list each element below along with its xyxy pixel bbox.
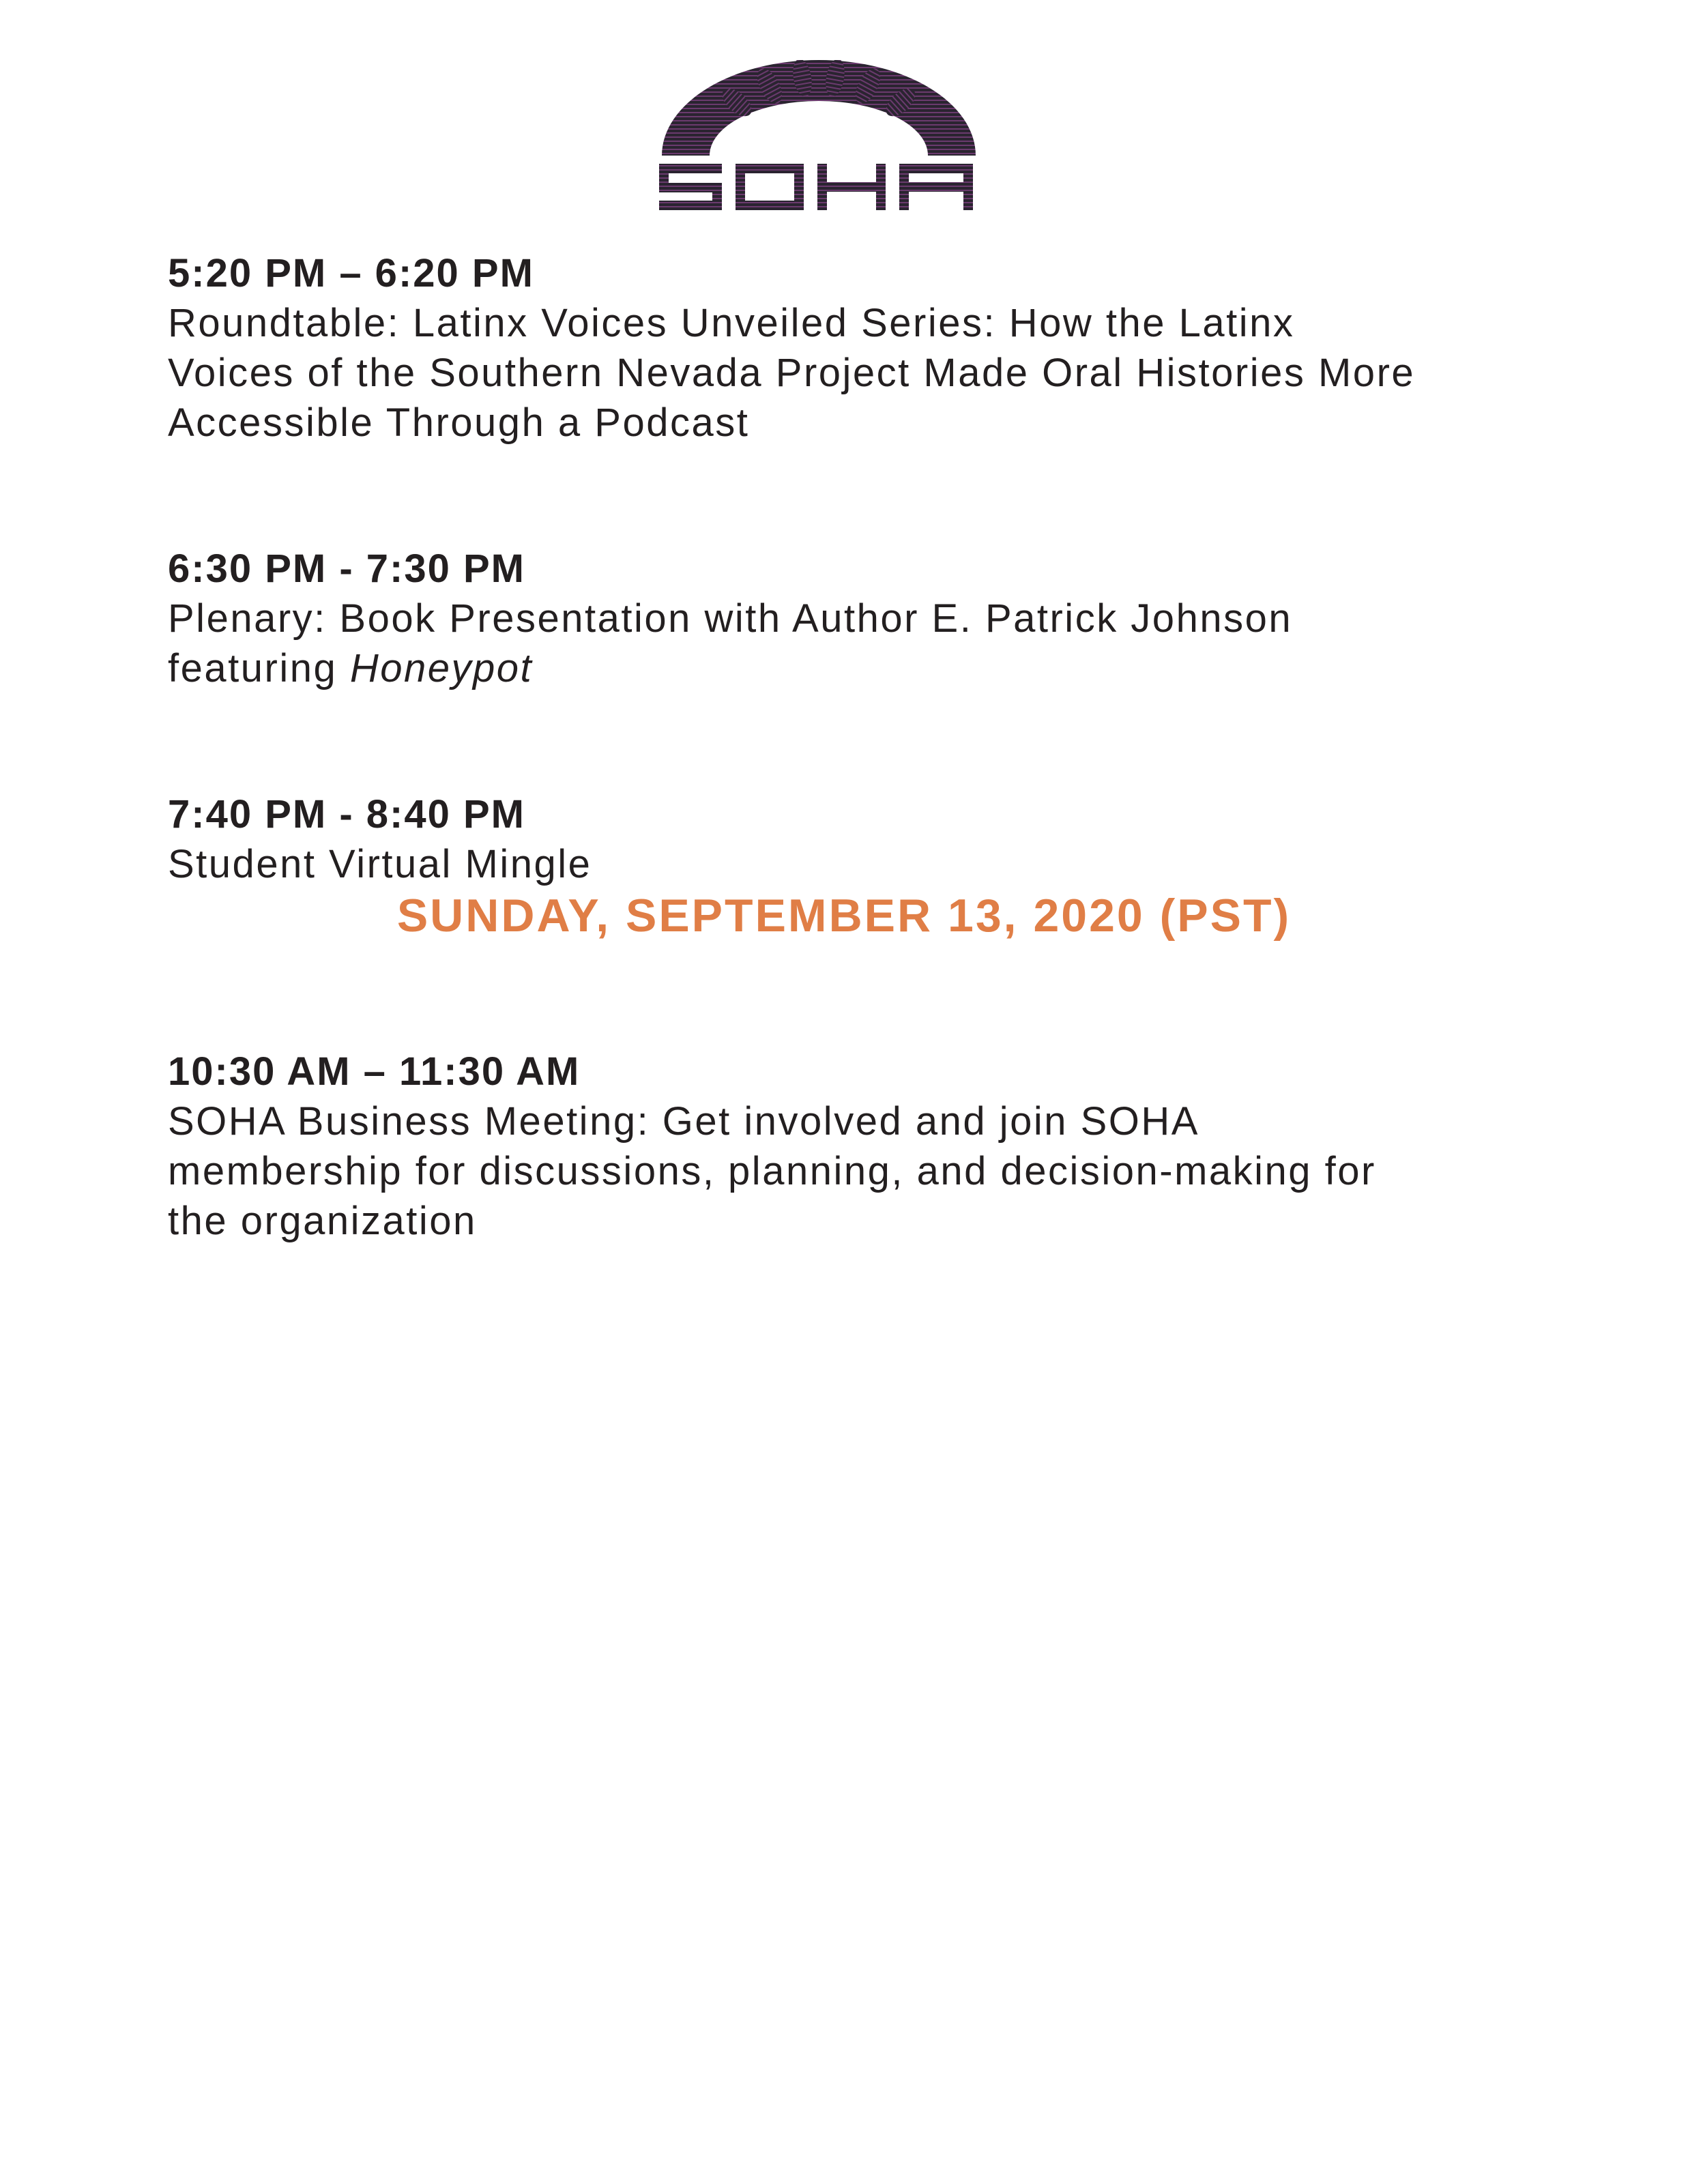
event-time: 10:30 AM – 11:30 AM [168,1049,581,1094]
book-title: Honeypot [349,646,534,690]
event-description-line: Accessible Through a Podcast [168,401,750,445]
event-description-line: Voices of the Southern Nevada Project Made Oral Histories More [168,351,1416,395]
day-heading: SUNDAY, SEPTEMBER 13, 2020 (PST) [396,890,1292,942]
soha-logo [655,60,983,213]
event-description-line: SOHA Business Meeting: Get involved and join SOHA [168,1099,1199,1144]
schedule-item [168,1047,1532,1246]
event-description-line: Roundtable: Latinx Voices Unveiled Series: How the Latinx [168,301,1295,345]
event-description-line: Student Virtual Mingle [168,842,592,886]
schedule-item [168,249,1532,448]
event-time: 6:30 PM - 7:30 PM [168,547,525,591]
event-description-line: Plenary: Book Presentation with Author E. Patrick Johnson [168,596,1293,641]
event-time: 5:20 PM – 6:20 PM [168,251,534,295]
event-description-line [168,643,1532,693]
event-time: 7:40 PM - 8:40 PM [168,792,525,836]
event-description-line: membership for discussions, planning, and decision-making for [168,1149,1376,1193]
event-description-line: the organization [168,1199,477,1243]
sunday-schedule [168,1047,1532,1246]
schedule-item [168,544,1532,693]
schedule-item [168,790,1532,889]
saturday-schedule [168,249,1532,889]
featuring-prefix: featuring [168,646,350,690]
